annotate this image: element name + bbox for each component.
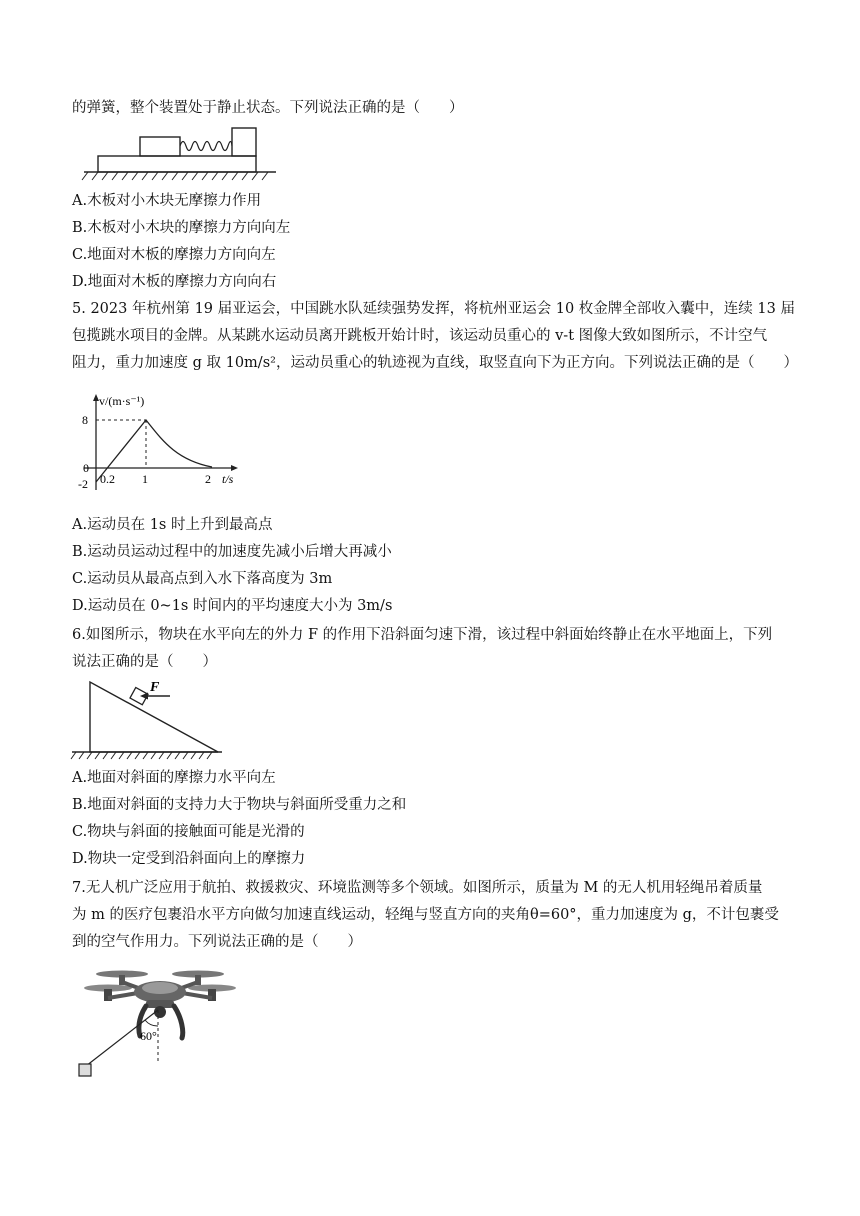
q6-option-b: B.地面对斜面的支持力大于物块与斜面所受重力之和 bbox=[72, 797, 407, 813]
q5-x-arrow bbox=[231, 465, 238, 471]
q4-board bbox=[98, 156, 256, 172]
q5-stem-line-1: 5. 2023 年杭州第 19 届亚运会，中国跳水队延续强势发挥，将杭州亚运会 10 枚金牌全部收入囊中，连续 13 届 bbox=[72, 301, 795, 317]
q5-tick-1: 1 bbox=[142, 472, 148, 486]
q5-stem-line-2: 包揽跳水项目的金牌。从某跳水运动员离开跳板开始计时，该运动员重心的 v-t 图像大致如图所示，不计空气 bbox=[72, 328, 768, 344]
q7-stem-line-3: 到的空气作用力。下列说法正确的是（ ） bbox=[72, 934, 362, 950]
q5-x-label: t/s bbox=[222, 472, 234, 486]
q7-stem-line-2: 为 m 的医疗包裹沿水平方向做匀加速直线运动，轻绳与竖直方向的夹角θ=60°，重力加速度为 g，不计包裹受 bbox=[72, 907, 779, 923]
q4-wall bbox=[232, 128, 256, 156]
q6-force-label: F bbox=[150, 680, 160, 695]
q4-option-a: A.木板对小木块无摩擦力作用 bbox=[72, 193, 262, 209]
q6-option-a: A.地面对斜面的摩擦力水平向左 bbox=[72, 770, 276, 786]
q6-ground-hatch bbox=[71, 752, 212, 759]
q5-stem-line-3: 阻力，重力加速度 g 取 10m/s²，运动员重心的轨迹视为直线，取竖直向下为正方向。下列说法正确的是（ ） bbox=[72, 355, 798, 371]
q5-tick-2: 2 bbox=[205, 472, 211, 486]
q5-vt-graph bbox=[72, 390, 252, 502]
q7-stem-line-1: 7.无人机广泛应用于航拍、救援救灾、环境监测等多个领域。如图所示，质量为 M 的无人机用轻绳吊着质量 bbox=[72, 880, 763, 896]
q7-angle-arc bbox=[145, 1020, 158, 1026]
q5-tick-neg2: -2 bbox=[78, 477, 88, 491]
q5-option-c: C.运动员从最高点到入水下落高度为 3m bbox=[72, 571, 333, 587]
q5-option-b: B.运动员运动过程中的加速度先减小后增大再减小 bbox=[72, 544, 392, 560]
q4-block bbox=[140, 137, 180, 156]
q4-option-b: B.木板对小木块的摩擦力方向向左 bbox=[72, 220, 291, 236]
q4-option-d: D.地面对木板的摩擦力方向向右 bbox=[72, 274, 277, 290]
q7-drone-figure bbox=[74, 962, 246, 1082]
q5-tick-0: 0 bbox=[83, 461, 89, 475]
q7-package bbox=[79, 1064, 91, 1076]
q5-tick-8: 8 bbox=[82, 413, 88, 427]
q4-spring bbox=[180, 142, 232, 151]
q4-option-c: C.地面对木板的摩擦力方向向左 bbox=[72, 247, 276, 263]
q6-stem-line-1: 6.如图所示，物块在水平向左的外力 F 的作用下沿斜面匀速下滑，该过程中斜面始终静止在水平地面上，下列 bbox=[72, 627, 773, 643]
q5-y-label: v/(m·s⁻¹) bbox=[99, 394, 145, 408]
q4-figure-board-block-spring bbox=[80, 124, 280, 186]
q6-stem-line-2: 说法正确的是（ ） bbox=[72, 654, 217, 670]
q6-incline-figure bbox=[70, 674, 230, 766]
q6-option-d: D.物块一定受到沿斜面向上的摩擦力 bbox=[72, 851, 306, 867]
q5-option-a: A.运动员在 1s 时上升到最高点 bbox=[72, 517, 273, 533]
q5-option-d: D.运动员在 0~1s 时间内的平均速度大小为 3m/s bbox=[72, 598, 393, 614]
q7-angle-label: 60° bbox=[140, 1029, 157, 1043]
q4-ground-hatch bbox=[82, 172, 268, 180]
q6-option-c: C.物块与斜面的接触面可能是光滑的 bbox=[72, 824, 305, 840]
q4-stem-tail: 的弹簧，整个装置处于静止状态。下列说法正确的是（ ） bbox=[72, 100, 464, 116]
q5-tick-0-2: 0.2 bbox=[100, 472, 115, 486]
